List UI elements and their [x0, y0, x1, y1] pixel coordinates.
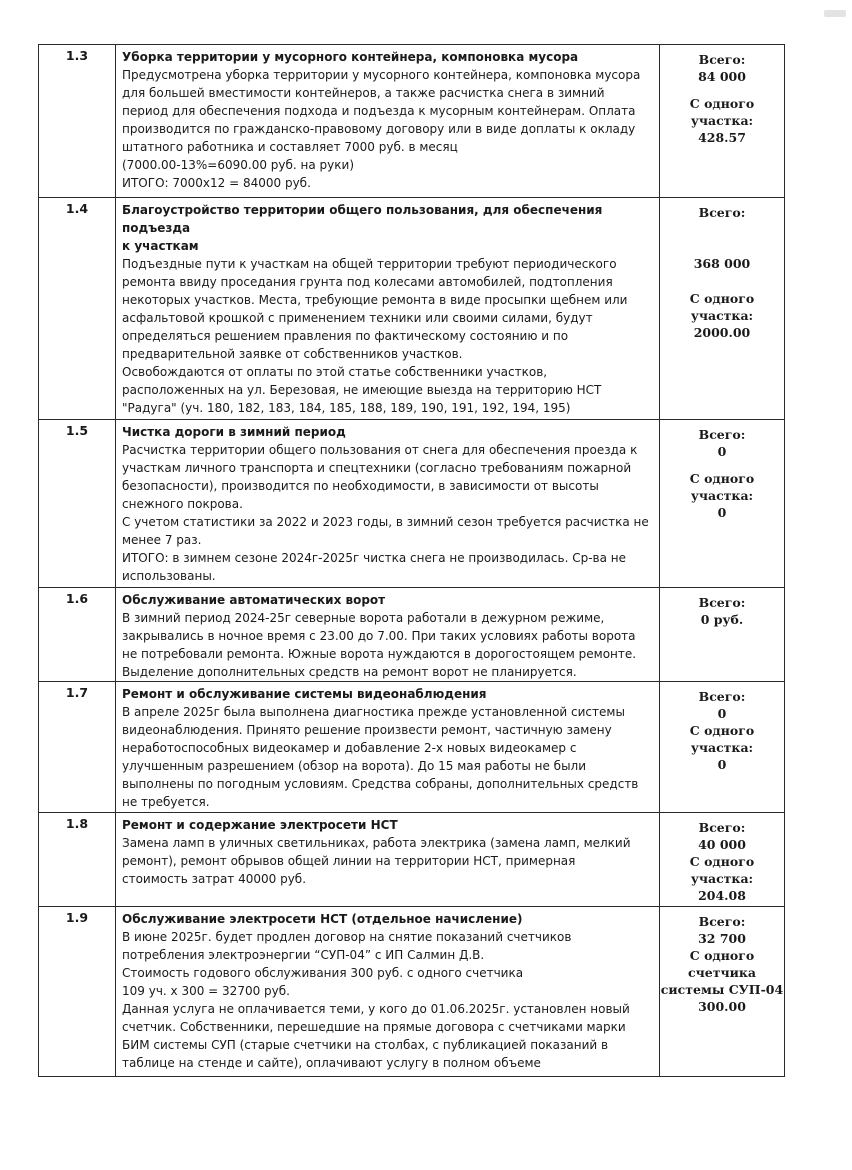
item-description [116, 45, 660, 198]
item-total [660, 45, 785, 198]
item-title: Обслуживание электросети НСТ (отдельное начисление) [122, 912, 523, 926]
item-total [660, 198, 785, 420]
item-number: 1.6 [39, 588, 116, 682]
per-plot-label: участка: [690, 871, 754, 886]
total-label: Всего: [698, 205, 746, 220]
item-number: 1.8 [39, 813, 116, 907]
total-label: Всего: [698, 914, 746, 929]
total-value: 0 [717, 706, 727, 721]
budget-table [38, 44, 785, 1077]
scan-mark [824, 10, 846, 17]
item-description [116, 420, 660, 588]
table-row [39, 682, 785, 813]
item-description [116, 813, 660, 907]
item-description [116, 682, 660, 813]
total-label: Всего: [698, 52, 746, 67]
total-value: 0 руб. [700, 612, 744, 627]
item-total [660, 682, 785, 813]
per-plot-value: 204.08 [698, 888, 746, 903]
item-body: В зимний период 2024-25г северные ворота работали в дежурном режиме, закрывались в ночное время с 23.00 до 7.00. При таких условиях работы ворота не потребовали ремонта. Южные ворота нуждаются в дорогостоящем ремонте. Выделение дополнительных средств на ремонт ворот не планируется. [122, 611, 637, 679]
total-value: 32 700 [698, 931, 746, 946]
item-description [116, 198, 660, 420]
item-body: Предусмотрена уборка территории у мусорного контейнера, компоновка мусора для большей вместимости контейнеров, а также расчистка снега в зимний период для обеспечения подхода и подъезда к мусорным контейнерам. Оплата производится по гражданско-правовому договору или в виде доплаты к окладу штатного работника и составляет 7000 руб. в месяц (7000.00-13%=6090.00 руб. на руки) ИТОГО: 7000х12 = 84000 руб. [122, 68, 641, 190]
item-total [660, 813, 785, 907]
per-plot-label: участка: [690, 113, 754, 128]
per-meter-value: 300.00 [698, 999, 746, 1014]
per-plot-label: С одного [689, 96, 755, 111]
item-number: 1.5 [39, 420, 116, 588]
item-title: Ремонт и содержание электросети НСТ [122, 818, 398, 832]
item-title: Благоустройство территории общего пользования, для обеспечения подъезда к участкам [122, 203, 603, 253]
per-plot-value: 0 [717, 505, 727, 520]
total-value: 368 000 [693, 256, 751, 271]
item-total [660, 588, 785, 682]
table-row [39, 420, 785, 588]
per-meter-label: системы СУП-04 [660, 982, 784, 997]
item-number: 1.4 [39, 198, 116, 420]
total-label: Всего: [698, 820, 746, 835]
item-title: Обслуживание автоматических ворот [122, 593, 386, 607]
per-plot-label: участка: [690, 740, 754, 755]
total-label: Всего: [698, 689, 746, 704]
item-body: Подъездные пути к участкам на общей территории требуют периодического ремонта ввиду проседания грунта под колесами автомобилей, подтопления некоторых участков. Места, требующие ремонта в виде просыпки щебнем или асфальтовой крошкой с применением техники или своими силами, будут определяться решением правления по фактическому состоянию и по предварительной заявке от собственников участков. Освобождаются от оплаты по этой статье собственники участков, расположенных на ул. Березовая, не имеющие выезда на территорию НСТ "Радуга" (уч. 180, 182, 183, 184, 185, 188, 189, 190, 191, 192, 194, 195) [122, 257, 628, 415]
item-total [660, 907, 785, 1077]
item-body: В апреле 2025г была выполнена диагностика прежде установленной системы видеонаблюдения. Принято решение произвести ремонт, частичную замену неработоспособных видеокамер и добавление 2-х новых видеокамер с улучшенным разрешением (обзор на ворота). До 15 мая работы не были выполнены по погодным условиям. Средства собраны, дополнительных средств не требуется. [122, 705, 639, 809]
table-row [39, 588, 785, 682]
per-plot-value: 2000.00 [693, 325, 751, 340]
total-value: 40 000 [698, 837, 746, 852]
table-row [39, 813, 785, 907]
total-label: Всего: [698, 427, 746, 442]
total-value: 84 000 [698, 69, 746, 84]
total-label: Всего: [698, 595, 746, 610]
table-row [39, 45, 785, 198]
item-description [116, 907, 660, 1077]
per-plot-label: С одного [689, 723, 755, 738]
item-number: 1.9 [39, 907, 116, 1077]
item-title: Ремонт и обслуживание системы видеонаблюдения [122, 687, 487, 701]
per-plot-value: 0 [717, 757, 727, 772]
item-title: Уборка территории у мусорного контейнера, компоновка мусора [122, 50, 579, 64]
total-value: 0 [717, 444, 727, 459]
per-plot-label: С одного [689, 471, 755, 486]
item-total [660, 420, 785, 588]
per-plot-label: участка: [690, 308, 754, 323]
table-row [39, 198, 785, 420]
item-body: Замена ламп в уличных светильниках, работа электрика (замена ламп, мелкий ремонт), ремонт обрывов общей линии на территории НСТ, примерная стоимость затрат 40000 руб. [122, 836, 631, 886]
item-number: 1.7 [39, 682, 116, 813]
item-body: Расчистка территории общего пользования от снега для обеспечения проезда к участкам личного транспорта и спецтехники (согласно требованиям пожарной безопасности), производится по необходимости, в зависимости от высоты снежного покрова. С учетом статистики за 2022 и 2023 годы, в зимний сезон требуется расчистка не менее 7 раз. ИТОГО: в зимнем сезоне 2024г-2025г чистка снега не производилась. Ср-ва не использованы. [122, 443, 649, 583]
table-row [39, 907, 785, 1077]
per-plot-label: С одного [689, 291, 755, 306]
item-body: В июне 2025г. будет продлен договор на снятие показаний счетчиков потребления электроэнергии “СУП-04” с ИП Салмин Д.В. Стоимость годового обслуживания 300 руб. с одного счетчика 109 уч. х 300 = 32700 руб. Данная услуга не оплачивается теми, у кого до 01.06.2025г. установлен новый счетчик. Собственники, перешедшие на прямые договора с счетчиками марки БИМ системы СУП (старые счетчики на столбах, с публикацией показаний в таблице на стенде и сайте), оплачивают услугу в полном объеме [122, 930, 630, 1070]
per-plot-label: С одного [689, 854, 755, 869]
item-description [116, 588, 660, 682]
item-title: Чистка дороги в зимний период [122, 425, 346, 439]
per-meter-label: счетчика [687, 965, 756, 980]
per-plot-value: 428.57 [698, 130, 746, 145]
item-number: 1.3 [39, 45, 116, 198]
per-meter-label: С одного [689, 948, 755, 963]
per-plot-label: участка: [690, 488, 754, 503]
